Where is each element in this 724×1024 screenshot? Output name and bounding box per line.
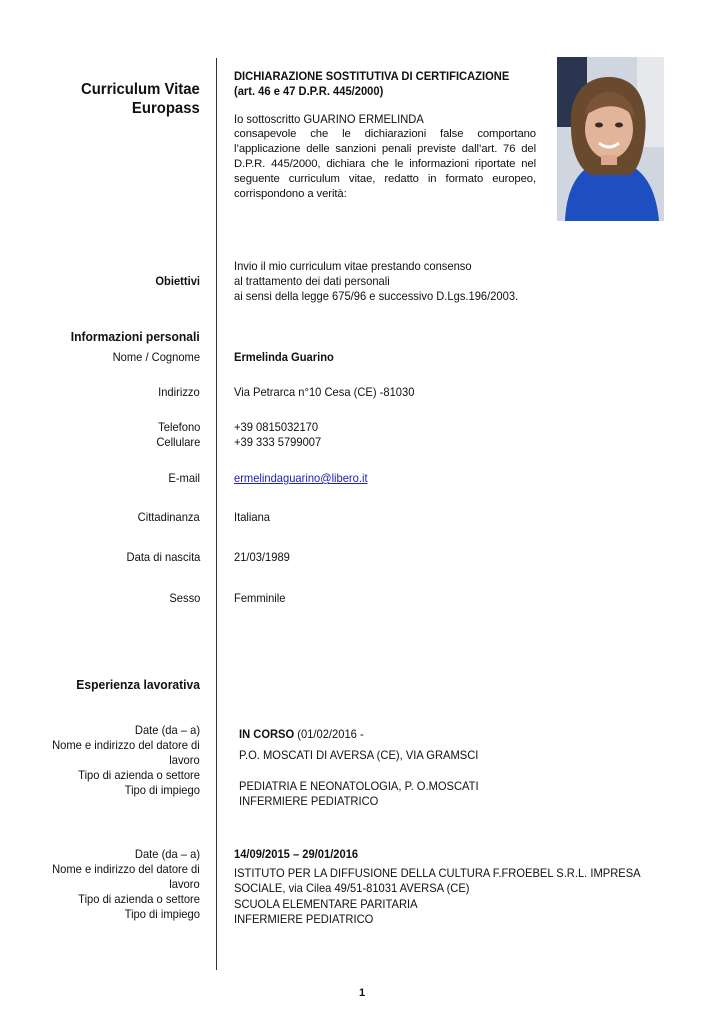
job1-sector: PEDIATRIA E NEONATOLOGIA, P. O.MOSCATI <box>239 779 479 793</box>
job2-role-label: Tipo di impiego <box>124 907 200 921</box>
job1-employer: P.O. MOSCATI DI AVERSA (CE), VIA GRAMSCI <box>239 748 479 762</box>
cv-title-line2: Europass <box>132 100 200 117</box>
job1-employer-label-2: lavoro <box>169 753 200 767</box>
sex-value: Femminile <box>234 591 286 605</box>
objective-line1: Invio il mio curriculum vitae prestando consenso <box>234 259 472 273</box>
job2-sector-label: Tipo di azienda o settore <box>78 892 200 906</box>
cv-title-line1: Curriculum Vitae <box>81 81 200 98</box>
job1-status: IN CORSO <box>239 727 295 741</box>
job2-dates: 14/09/2015 – 29/01/2016 <box>234 847 359 861</box>
job1-start-date: (01/02/2016 - <box>294 727 364 741</box>
phone-value: +39 0815032170 <box>234 420 319 434</box>
profile-photo-icon <box>557 57 664 221</box>
job2-employer-label-2: lavoro <box>169 877 200 891</box>
name-value: Ermelinda Guarino <box>234 350 334 364</box>
job1-dates <box>239 727 364 742</box>
job2-sector: SCUOLA ELEMENTARE PARITARIA <box>234 897 418 911</box>
job1-sector-label: Tipo di azienda o settore <box>78 768 200 782</box>
email-label: E-mail <box>168 471 200 485</box>
email-value-wrap <box>234 471 368 486</box>
job2-employer-label-1: Nome e indirizzo del datore di <box>52 862 200 876</box>
declaration-body: consapevole che le dichiarazioni false comportano l’applicazione delle sanzioni penali previste dall’art. 76 del D.P.R. 445/2000, dichiara che le informazioni riportate nel seguente curriculum vitae, redatto in formato europeo, corrispondono a verità: <box>234 128 536 200</box>
objective-line3: ai sensi della legge 675/96 e successivo D.Lgs.196/2003. <box>234 289 519 303</box>
birth-date-value: 21/03/1989 <box>234 550 290 564</box>
address-value: Via Petrarca n°10 Cesa (CE) -81030 <box>234 385 415 399</box>
job2-dates-label: Date (da – a) <box>134 847 200 861</box>
address-label: Indirizzo <box>158 385 200 399</box>
email-link[interactable]: ermelindaguarino@libero.it <box>234 471 368 485</box>
mobile-label: Cellulare <box>155 435 200 449</box>
declaration-subtitle: (art. 46 e 47 D.P.R. 445/2000) <box>234 84 384 98</box>
declaration-name-line: Io sottoscritto GUARINO ERMELINDA <box>234 112 424 126</box>
citizenship-value: Italiana <box>234 510 270 524</box>
objective-line2: al trattamento dei dati personali <box>234 274 390 288</box>
personal-info-heading: Informazioni personali <box>71 329 200 344</box>
cv-title <box>81 80 200 118</box>
experience-heading: Esperienza lavorativa <box>76 677 200 692</box>
job1-role: INFERMIERE PEDIATRICO <box>239 794 379 808</box>
objective-label: Obiettivi <box>155 274 200 288</box>
job2-employer-line2: SOCIALE, via Cilea 49/51-81031 AVERSA (CE) <box>234 881 470 895</box>
job2-role: INFERMIERE PEDIATRICO <box>234 912 374 926</box>
name-label: Nome / Cognome <box>112 350 200 364</box>
job2-employer-line1: ISTITUTO PER LA DIFFUSIONE DELLA CULTURA F.FROEBEL S.R.L. IMPRESA <box>234 866 641 880</box>
job1-dates-label: Date (da – a) <box>134 723 200 737</box>
job1-employer-label-1: Nome e indirizzo del datore di <box>52 738 200 752</box>
profile-photo <box>557 57 664 221</box>
sex-label: Sesso <box>168 591 200 605</box>
birth-date-label: Data di nascita <box>126 550 200 564</box>
page-number: 1 <box>358 987 366 999</box>
citizenship-label: Cittadinanza <box>137 510 200 524</box>
mobile-value: +39 333 5799007 <box>234 435 322 449</box>
column-divider <box>216 58 217 970</box>
phone-label: Telefono <box>157 420 200 434</box>
job1-role-label: Tipo di impiego <box>124 783 200 797</box>
declaration-title: DICHIARAZIONE SOSTITUTIVA DI CERTIFICAZIONE <box>234 69 510 83</box>
